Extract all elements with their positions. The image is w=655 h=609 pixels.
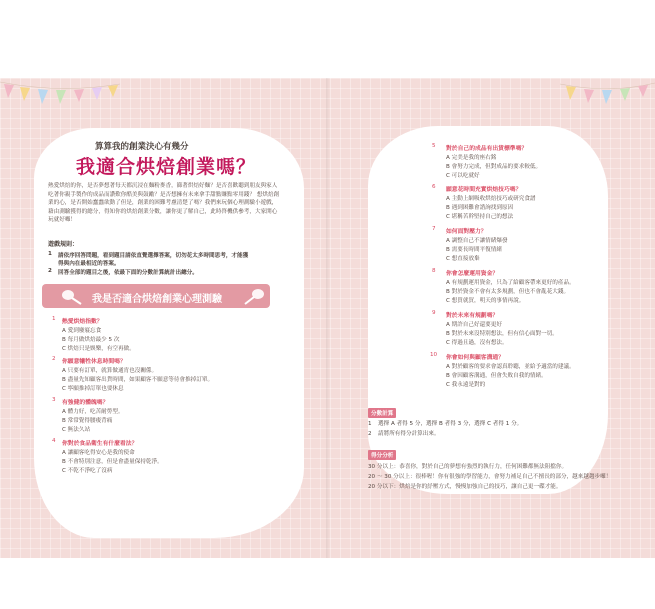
answer-option: C 不乾不淨吃了沒病 [62,468,113,474]
answer-option: A 讓顧客吃得安心是我的使命 [62,450,135,456]
question-number: 1 [52,316,56,322]
question-text: 有強健的體魄嗎？ [62,400,109,406]
answer-option: C 寧願推掉訂單也要休息 [62,386,124,392]
question-number: 5 [432,143,436,149]
answer-option: B 遇到困難會諮詢找到原因 [446,205,514,211]
whisk-icon [60,287,82,305]
answer-option: A 完美是我的座右銘 [446,155,497,161]
answer-option: C 我永遠是對的 [446,382,486,388]
spatula-icon [244,287,266,305]
question-number: 9 [432,310,436,316]
answer-option: B 對於未來沒特別想法，但有信心面對一切。 [446,331,558,337]
answer-option: B 常常覺得腰痠背痛 [62,418,113,424]
answer-option: A 有規劃運用資金，只為了給顧客帶來更好的產品。 [446,280,575,286]
answer-option: A 期許自己好還要更好 [446,322,502,328]
answer-option: A 體力好，吃苦耐勞型。 [62,409,124,415]
answer-option: B 盡量先知顧客出貨時間，如果顧客不願意等待會推掉訂單。 [62,377,214,383]
question-text: 你會如何與顧客溝通？ [446,355,504,361]
score-analysis-tag: 得分分析 [368,450,396,460]
answer-option: A 對於顧客的要求會認真聆聽，並給予適當的建議。 [446,364,575,370]
question-text: 對於自己的成品有出貨標準嗎？ [446,146,528,152]
score-line: 選擇 A 者得 5 分，選擇 B 者得 3 分，選擇 C 者得 1 分。 [378,421,523,427]
answer-option: A 只要有訂單，就算做通宵也沒關係。 [62,368,158,374]
answer-option: B 對於資金不會有太多規劃，但也不會亂花大錢。 [446,289,570,295]
analysis-line: 20 ～ 30 分以上：很棒喔！你有很強的學習能力，會努力補足自己不擅長的部分，越來越趨步囉！ [368,474,612,480]
answer-option: B 每月做烘焙最少 5 次 [62,337,120,343]
question-number: 3 [52,397,56,403]
question-text: 你會怎麼運用資金？ [446,271,499,277]
score-line: 請將所有得分計算出來。 [378,431,440,437]
answer-option: C 無法久站 [62,427,91,433]
answer-option: C 可以吃就好 [446,173,480,179]
rule-text: 得與內在最相近的答案。 [58,261,120,267]
question-number: 4 [52,438,56,444]
rule-number: 2 [48,268,52,274]
book-gutter [326,78,330,558]
answer-option: B 會因顧客溝通，但會失敗自我的情緒。 [446,373,547,379]
question-number: 8 [432,268,436,274]
question-number: 7 [432,226,436,232]
question-text: 你對於食品衛生有什麼看法？ [62,441,138,447]
answer-option: B 不會特別注意，但是會盡量保持乾淨。 [62,459,163,465]
rule-number: 1 [48,251,52,257]
answer-option: B 需要長時間平復情緒 [446,247,502,253]
analysis-line: 20 分以下：烘焙是你的紓壓方式，慢慢加強自己的技巧，讓自己更一碟才能。 [368,484,562,490]
answer-option: B 會努力完成，但對成品的要求較低。 [446,164,542,170]
rule-text: 請依序回答問題，看到題目請依直覺選擇答案，切勿花太多時間思考，才能獲 [58,253,249,259]
question-text: 願意花時間充實烘焙技巧嗎？ [446,187,522,193]
answer-option: C 想買就買，明天的事情再說。 [446,298,525,304]
answer-option: C 堪稱苦幹堅持自己的想法 [446,214,514,220]
answer-option: A 主動上網吸收烘焙技巧或研究食譜 [446,196,536,202]
question-text: 如何面對壓力？ [446,229,487,235]
answer-option: C 烘焙只是娛樂，有空再做。 [62,346,135,352]
answer-option: C 得過且過，沒有想法。 [446,340,508,346]
answer-option: C 想直接放棄 [446,256,480,262]
rule-text: 回答全部的題目之後，依最下面的分數計算統計出總分。 [58,270,198,276]
analysis-line: 30 分以上：恭喜你，對於自己的夢想有強烈的執行力，任何困難都無法阻擋你。 [368,464,568,470]
question-text: 熱愛烘焙指數？ [62,319,103,325]
intro-paragraph: 熱愛烘焙的你，是否夢想著每天都沉浸在麵粉麥香，篩著烘焙好麵？是否喜歡聽到朋友與家人吃著你親手製作的成品而讚歎你酷美與鼓勵？是否想擁有未來拿手甜點賺點零用錢？ 想烘焙創業的心，是否開始蠢蠢欲動了但是，創業的困難考慮清楚了嗎？我們來玩個心理測驗小遊戲，藉由測驗獲得的總分，得知你的烘焙創業分數，讓你更了解自己，此時啓機供參考，大家開心玩就好囉！ [48,183,280,223]
quiz-banner-title: 我是否適合烘焙創業心理測驗 [92,294,222,305]
page-title: 我適合烘焙創業嗎？ [76,156,257,178]
answer-option: A 愛到廢寢忘食 [62,328,102,334]
score-line-number: 1 [368,421,372,427]
answer-option: A 調整自己不讓情緒爆發 [446,238,508,244]
page-subtitle: 算算我的創業決心有幾分 [95,142,189,152]
score-line-number: 2 [368,431,372,437]
question-text: 對於未來有規劃嗎？ [446,313,499,319]
question-number: 10 [430,352,438,358]
score-calculation-tag: 分數計算 [368,408,396,418]
bunting-decoration [0,80,655,120]
question-text: 你願意犧牲休息時間嗎？ [62,359,126,365]
question-number: 2 [52,356,56,362]
rules-heading: 遊戲規則： [48,241,79,248]
question-number: 6 [432,184,436,190]
